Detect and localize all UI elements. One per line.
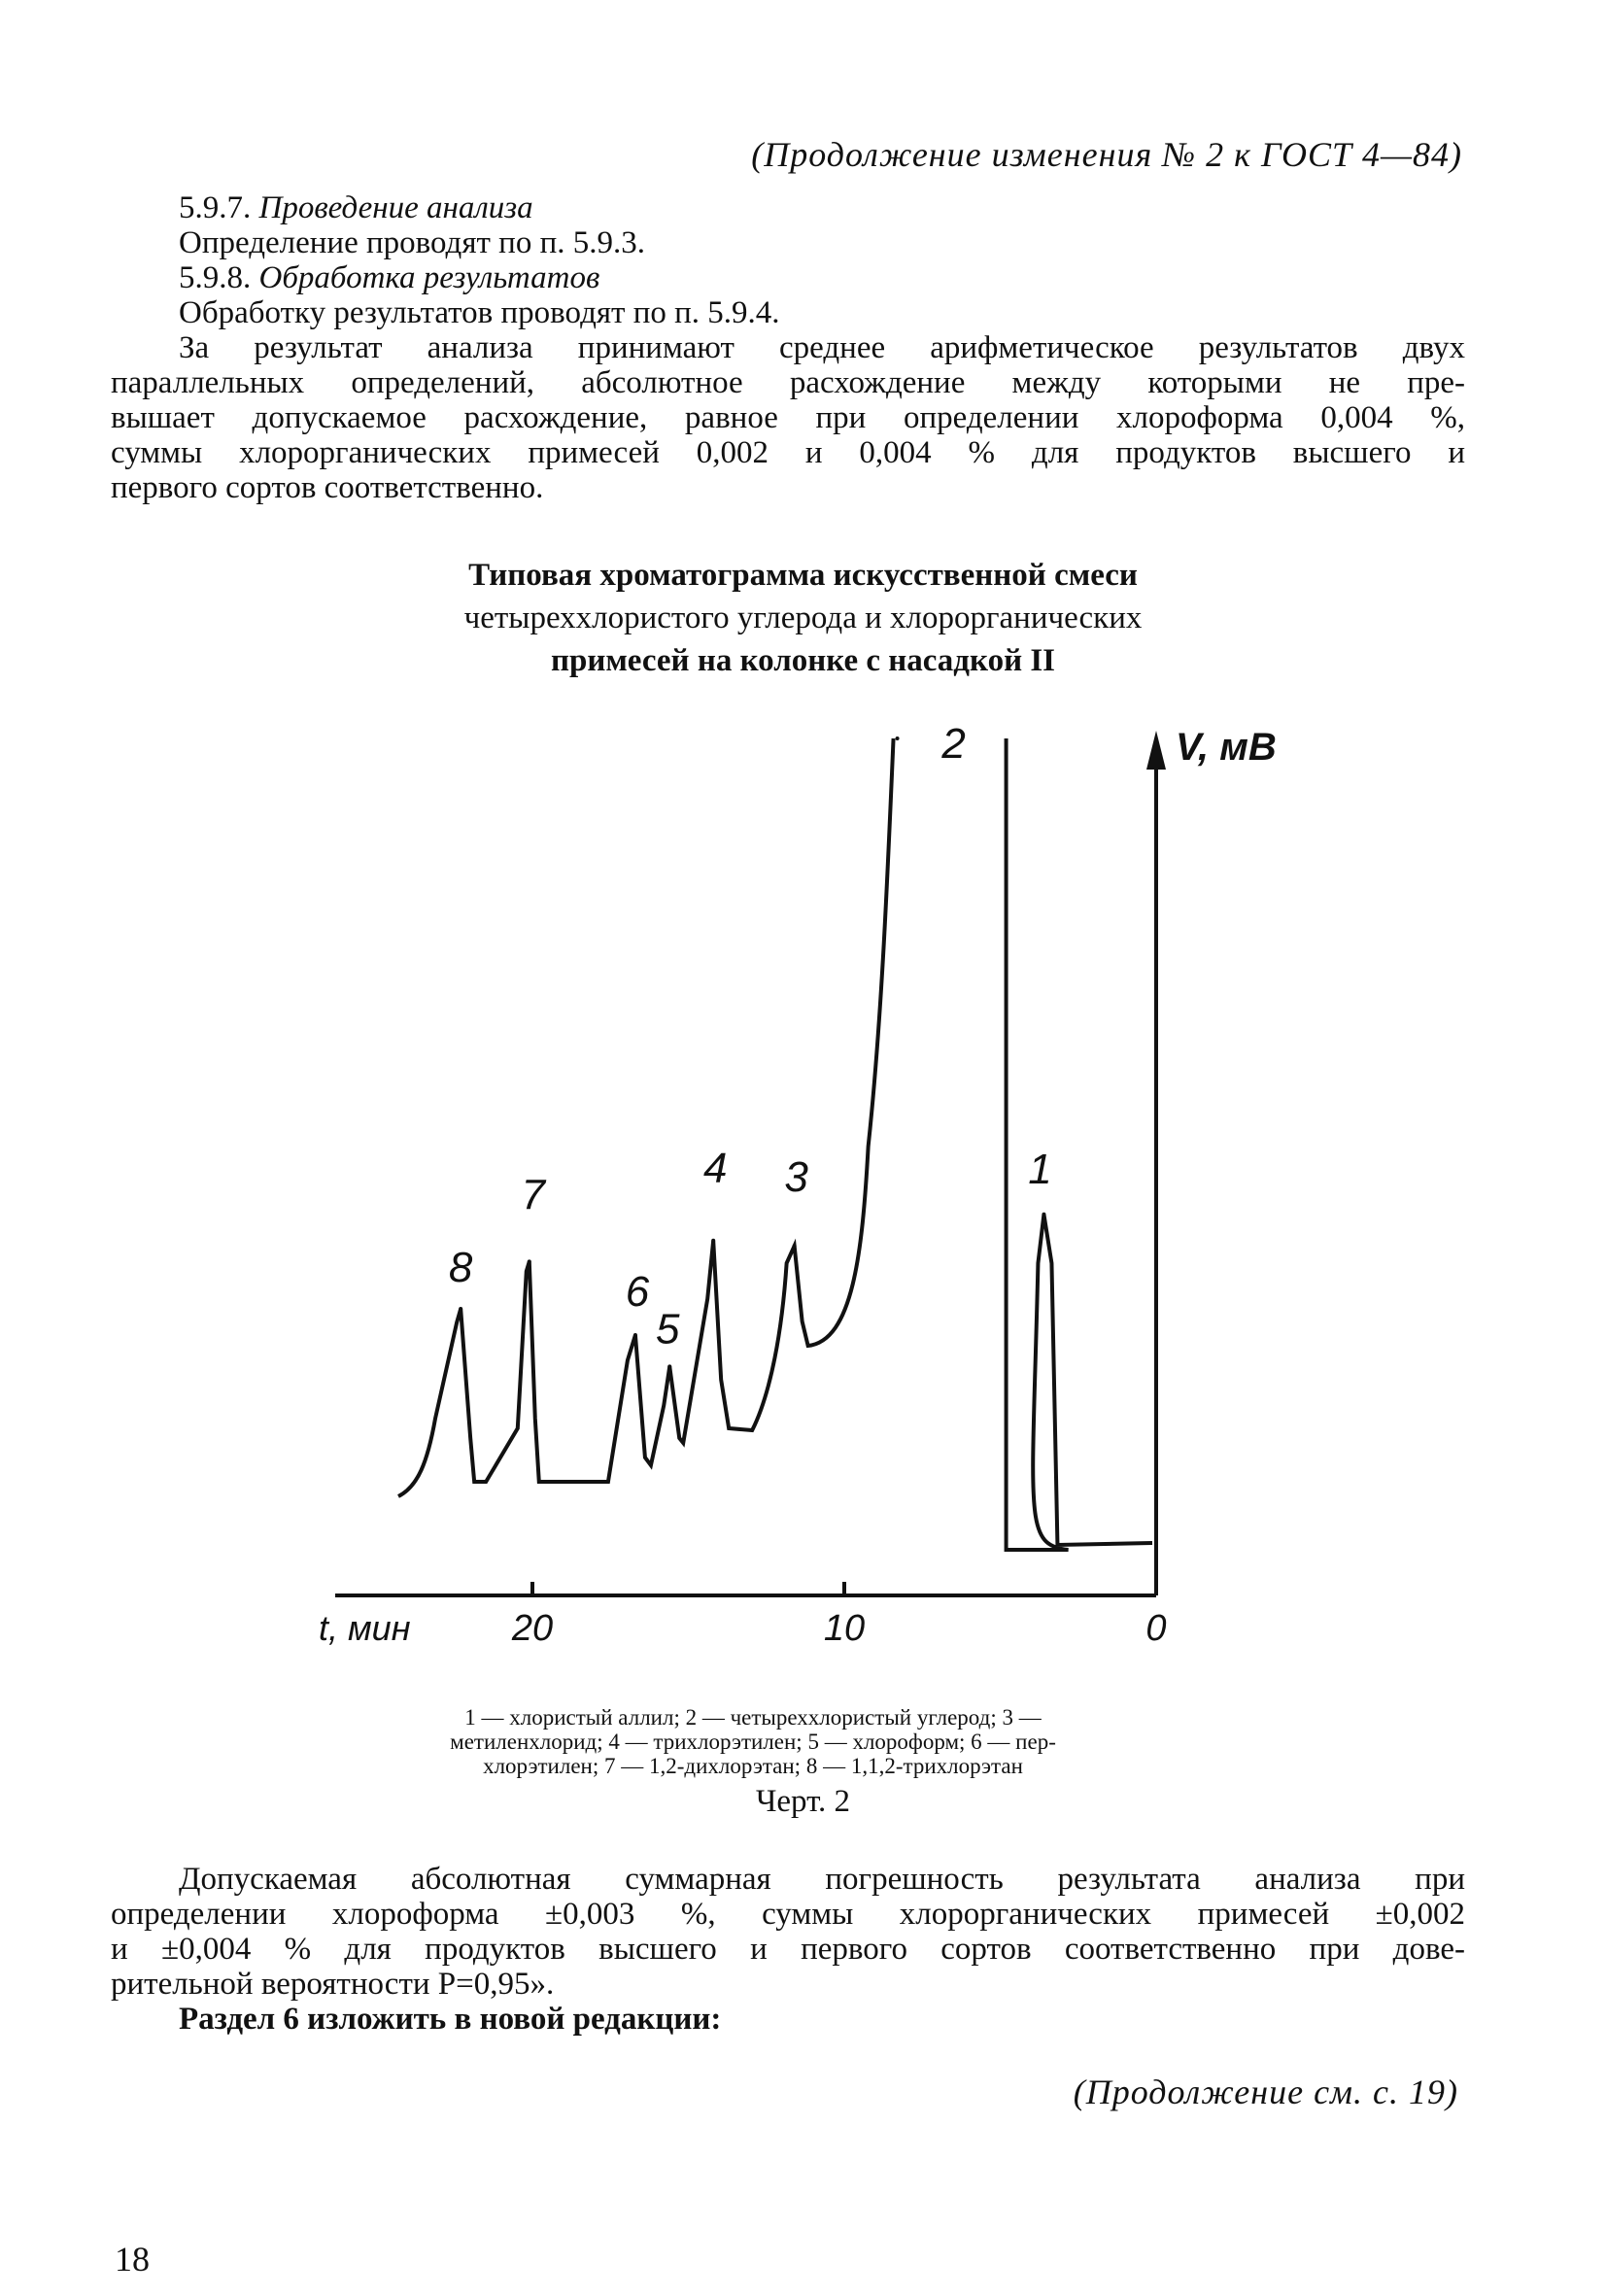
figure-label: Черт. 2 <box>755 1784 851 1819</box>
peak-7-apex <box>528 1259 531 1263</box>
peak-6-label: 6 <box>625 1268 650 1316</box>
section-number: 5.9.8. <box>179 260 252 295</box>
peak-7-label: 7 <box>521 1171 546 1219</box>
x-axis-label: t, мин <box>319 1608 411 1648</box>
section-title: Обработка результатов <box>258 260 600 295</box>
peak-2-label: 2 <box>941 720 966 768</box>
figure-caption-line-2: метиленхлорид; 4 — трихлорэтилен; 5 — хлороформ; 6 — пер- <box>450 1730 1056 1754</box>
section-6-intro: Раздел 6 изложить в новой редакции: <box>179 2002 722 2037</box>
continuation-footer: (Продолжение см. с. 19) <box>1073 2073 1458 2111</box>
paragraph-line: рительной вероятности P=0,95». <box>111 1967 555 2002</box>
peak-3-apex <box>793 1244 797 1248</box>
peak-3-label: 3 <box>784 1153 808 1202</box>
section-title: Проведение анализа <box>258 190 533 225</box>
figure-title-line-1: Типовая хроматограмма искусственной смеси <box>468 558 1138 593</box>
peak-8-apex <box>459 1307 462 1311</box>
x-tick-label: 0 <box>1145 1608 1167 1649</box>
paragraph-line: определении хлороформа ±0,003 %, суммы хлорорганических примесей ±0,002 <box>111 1897 1465 1932</box>
paragraph-line: суммы хлорорганических примесей 0,002 и 0,004 % для продуктов высшего и <box>111 435 1465 470</box>
figure-title-line-3: примесей на колонке с насадкой II <box>550 643 1056 678</box>
peak-1-apex <box>1042 1213 1045 1217</box>
figure-caption-line-1: 1 — хлористый аллил; 2 — четыреххлористый углерод; 3 — <box>464 1705 1042 1730</box>
paragraph-line: За результат анализа принимают среднее арифметическое результатов двух <box>179 330 1465 365</box>
page-number: 18 <box>115 2240 150 2279</box>
paragraph-line: и ±0,004 % для продуктов высшего и первого сортов соответственно при дове- <box>111 1932 1465 1967</box>
y-axis-label: V, мВ <box>1176 726 1277 769</box>
x-tick-label: 10 <box>823 1608 866 1649</box>
paragraph-line: вышает допускаемое расхождение, равное при определении хлороформа 0,004 %, <box>111 400 1465 435</box>
figure-title-line-2: четыреххлористого углерода и хлорорганических <box>463 600 1143 635</box>
chromatogram-trace-segment <box>398 738 894 1496</box>
paragraph-line: первого сортов соответственно. <box>111 470 544 505</box>
peak-4-label: 4 <box>702 1144 728 1192</box>
text-line: Определение проводят по п. 5.9.3. <box>179 225 645 260</box>
chromatogram-trace-segment <box>1007 738 1152 1550</box>
figure-caption-line-3: хлорэтилен; 7 — 1,2-дихлорэтан; 8 — 1,1,2-трихлорэтан <box>483 1754 1023 1778</box>
paragraph-line: параллельных определений, абсолютное расхождение между которыми не пре- <box>111 365 1465 400</box>
peak-4-apex <box>711 1239 715 1243</box>
peak-1-label: 1 <box>1028 1145 1052 1193</box>
paragraph-line: Допускаемая абсолютная суммарная погрешность результата анализа при <box>179 1862 1465 1897</box>
text-line: Обработку результатов проводят по п. 5.9.4. <box>179 295 780 330</box>
y-axis-arrow <box>1146 731 1166 770</box>
peak-5-apex <box>667 1364 671 1368</box>
x-tick-label: 20 <box>511 1608 554 1649</box>
section-number: 5.9.7. <box>179 190 252 225</box>
peak-2-apex <box>896 737 900 740</box>
peak-8-label: 8 <box>448 1244 473 1291</box>
peak-5-label: 5 <box>655 1305 680 1354</box>
continuation-header: (Продолжение изменения № 2 к ГОСТ 4—84) <box>751 135 1462 174</box>
peak-6-apex <box>633 1333 637 1337</box>
